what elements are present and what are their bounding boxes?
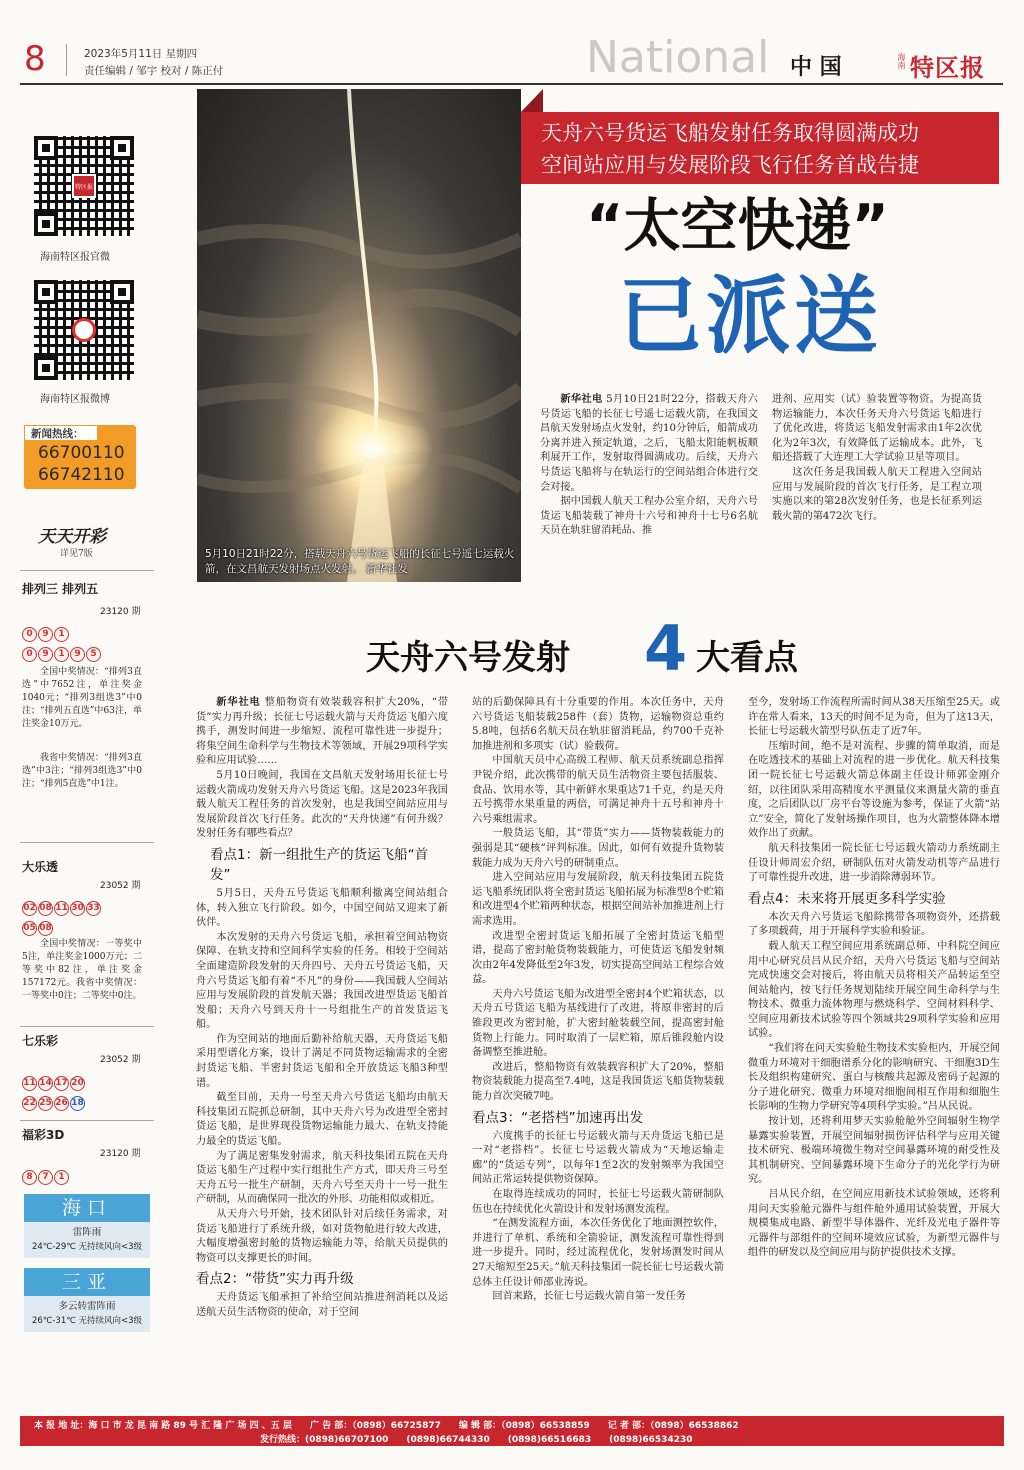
- feature-column-3: [748, 696, 1000, 1396]
- feature-headline-number: 4: [644, 612, 688, 685]
- weather-desc: 多云转雷阵雨: [58, 1301, 116, 1312]
- lottery-ball: 22: [22, 1096, 37, 1111]
- feature-paragraph: 5月5日，天舟五号货运飞船顺利撤离空间站组合体，转入独立飞行阶段。如今，中国空间站又迎来了新伙伴。: [196, 887, 448, 929]
- banner-line-1: 天舟六号货运飞船发射任务取得圆满成功: [541, 121, 919, 145]
- lottery-brand-note: 详见7版: [60, 549, 93, 559]
- hotline-number-2[interactable]: 66742110: [38, 465, 125, 485]
- feature-paragraph: 改进型全密封货运飞船拓展了全密封货运飞船型谱，提高了密封舱货物装载能力，可使货运飞船发射频次由2年4发降低至2年3发，切实提高空间站工程综合效益。: [472, 930, 724, 986]
- lottery-ball: 08: [38, 921, 53, 936]
- feature-paragraph: 吕从民介绍，在空间应用新技术试验领域，还将利用问天实验舱元器件与组件舱外通用试验装置，开展大规模集成电路、新型半导体器件、光纤及光电子器件等元器件与部组件的空间环境效应试验，为新型元器件与组件的研发以及空间应用与防护提供技术支撑。: [748, 1189, 1000, 1259]
- feature-paragraph: 回首来路，长征七号运载火箭自第一发任务: [492, 1291, 686, 1303]
- lead-paragraph: 新华社电 5月10日21时22分，搭载天舟六号货运飞船的长征七号遥七运载火箭，在我国文昌航天发射场点火发射，约10分钟后，船箭成功分离并进入预定轨道，之后，飞船太阳能帆板顺利展开工作，发射取得圆满成功。后续，天舟六号货运飞船将与在轨运行的空间站组合体进行交会对接。: [540, 394, 758, 493]
- qr1-caption: 海南特区报官微: [40, 252, 110, 263]
- footer-line-1: [34, 1418, 994, 1431]
- banner-corner: [521, 89, 543, 112]
- paper-logo: [896, 48, 1000, 82]
- section-title-cn: 中 国: [790, 54, 842, 80]
- lottery-ball: 05: [22, 921, 37, 936]
- lottery-ball: 0: [22, 647, 37, 662]
- lead-column-2: [772, 393, 982, 524]
- lottery-ball: 1: [54, 627, 69, 642]
- weather-city: 海口: [24, 1194, 150, 1222]
- feature-paragraph: 作为空间站的地面后勤补给航天器，天舟货运飞船采用型谱化方案，设计了满足不同货物运输需求的全密封货运飞船、半密封货运飞船和全开放货运飞船3种型谱。: [196, 1033, 448, 1089]
- weather-desc: 雷阵雨: [72, 1227, 102, 1238]
- feature-paragraph: 本次天舟六号货运飞船除携带各项物资外，还搭载了多项载荷，用于开展科学实验和验证。: [748, 911, 1000, 938]
- weibo-qr-code[interactable]: [34, 280, 134, 380]
- lead-paragraph: 这次任务是我国载人航天工程进入空间站应用与发展阶段的首次飞行任务，是工程立项实施以来的第28次发射任务，也是长征系列运载火箭的第472次飞行。: [772, 466, 982, 522]
- hotline-label: 新闻热线：: [24, 425, 98, 441]
- news-hotline: [24, 425, 136, 489]
- lottery-ball: 17: [54, 1076, 69, 1091]
- feature-paragraph: 按计划，还将利用梦天实验舱舱外空间辐射生物学暴露实验装置，开展空间辐射损伤评估科学与应用关键技术研究、极端环境微生物对空间暴露环境的耐受性及其机制研究、空间暴露环境下生命分子的光化学行为研究。: [748, 1116, 1000, 1186]
- pl35-note-province: 我省中奖情况：“排列3直选”中3注；“排列3组选3”中0注；“排列5直选”中1注。: [22, 753, 142, 789]
- dlt-row2: [22, 915, 54, 936]
- lottery-ball: 9: [38, 627, 53, 642]
- feature-paragraph: 载人航天工程空间应用系统副总师、中科院空间应用中心研究员吕从民介绍，天舟六号货运飞船与空间站完成快速交会对接后，将由航天员将相关产品转运至空间站舱内，按飞行任务规划陆续开展空间生命科学与生物技术、微重力流体物理与燃烧科学、空间材料科学、空间应用新技术试验等四个领域共29项科学实验和应用试验。: [748, 940, 1000, 1040]
- lottery-ball: 7: [38, 1170, 53, 1185]
- feature-paragraph: 新华社电 整船物资有效装载容积扩大20%，“带货”实力再升级；长征七号运载火箭与天舟货运飞船六度携手，测发时间进一步缩短、流程可靠性进一步提升；将集空间生命科学与生物技术等领域，开展29项科学实验和应用试验……: [196, 697, 448, 767]
- feature-paragraph: 本次发射的天舟六号货运飞船，承担着空间站物资保障、在轨支持和空间科学实验的任务。相较于空间站全面建造阶段发射的天舟四号、天舟五号货运飞船，天舟六号货运飞船有着“不凡”的身份——我国载人空间站应用与发展阶段的首发航天器；我国改进型货运飞船首发船；天舟六号到天舟十一号组批生产的首发货运飞船。: [196, 931, 448, 1031]
- lottery-ball: 25: [38, 1096, 53, 1111]
- banner-line-2: 空间站应用与发展阶段飞行任务首战告捷: [541, 153, 919, 177]
- page-number: 8: [24, 39, 46, 79]
- dateline: 新华社电: [560, 394, 603, 405]
- lottery-ball: 33: [86, 901, 101, 916]
- subhead-point-4: 看点4：未来将开展更多科学实验: [748, 890, 946, 907]
- qlc-title: 七乐彩: [22, 1034, 59, 1048]
- feature-paragraph: 一般货运飞船，其“带货”实力——货物装载能力的强弱是其“硬核”评判标准。因此，如何有效提升货物装载能力成为天舟六号的研制重点。: [472, 828, 724, 869]
- rocket-trail-graphic: [197, 89, 521, 582]
- lead-banner: [521, 112, 999, 184]
- paper-logo-name: 特区报: [910, 53, 985, 82]
- headline-delivered: 已派送: [618, 267, 883, 365]
- dlt-note: 全国中奖情况：一等奖中5注，单注奖金1000万元；二等奖中82注，单注奖金157172元。我省中奖情况：一等奖中0注；二等奖中0注。: [22, 939, 142, 1001]
- wechat-qr-code[interactable]: [34, 136, 134, 236]
- lottery-ball: 02: [22, 901, 37, 916]
- section-title-en: National: [586, 32, 770, 83]
- feature-paragraph: 天舟货运飞船承担了补给空间站推进剂消耗以及运送航天员生活物资的使命，对于空间: [196, 1292, 448, 1318]
- feature-paragraph: 进入空间站应用与发展阶段，航天科技集团五院货运飞船系统团队将全密封货运飞船拓展为标准型8个贮箱和改进型4个贮箱两种状态，根据空间站补加推进剂上行需求选用。: [472, 872, 724, 927]
- feature-column-2: [472, 696, 724, 1396]
- lottery-ball: 1: [54, 1170, 69, 1185]
- feature-headline: [180, 612, 1010, 688]
- editor-credits: 责任编辑 / 邹宇 校对 / 陈正付: [84, 65, 224, 77]
- weather-sanya: [24, 1268, 150, 1332]
- feature-headline-a: 天舟六号发射: [366, 638, 570, 678]
- footer-address: 本 报 地 址：海 口 市 龙 昆 南 路 89 号 汇 隆 广 场 四 、五 层: [34, 1421, 292, 1431]
- weather-haikou: [24, 1194, 150, 1258]
- lottery-ball: 0: [22, 627, 37, 642]
- pl35-note-national: 全国中奖情况：“排列3直选”中7652注，单注奖金1040元；“排列3组选3”中0注；“排列五直选”中63注，单注奖金10万元。: [22, 667, 142, 729]
- lottery-ball: 14: [38, 1076, 53, 1091]
- feature-paragraph: “在测发流程方面，本次任务优化了地面测控软件，并进行了单机、系统和全箭验证，测发流程可靠性得到进一步提升。同时，经过流程优化，发射场测发时间从27天缩短至25天。”航天科技集团一院长征七号运载火箭总体主任设计师邵业涛说。: [472, 1218, 724, 1288]
- footer-reporters-phone: 记 者 部：（0898）66538862: [607, 1421, 739, 1431]
- lottery-ball: 20: [70, 1076, 85, 1091]
- dlt-row1: [22, 895, 102, 916]
- footer-line-2: 发行热线：(0898)66707100 (0898)66744330 (0898)66516683 (0898)66534230: [260, 1435, 693, 1445]
- feature-paragraph: 5月10日晚间，我国在文昌航天发射场用长征七号运载火箭成功发射天舟六号货运飞船。这是2023年我国载人航天工程任务的首次发射，也是我国空间站应用与发展阶段首次飞行任务。此次的“天舟快递”有何升级？发射任务有哪些看点？: [196, 769, 448, 840]
- dlt-title: 大乐透: [22, 860, 59, 874]
- footer-editorial-phone: 编 辑 部：（0898）66538859: [458, 1421, 590, 1431]
- lottery-ball: 11: [54, 901, 69, 916]
- pl35-title: 排列三 排列五: [22, 582, 99, 596]
- subhead-point-1: 看点1：新一组批生产的货运飞船“首发”: [210, 846, 429, 883]
- weather-detail: 24℃-29℃ 无持续风向<3级: [31, 1242, 143, 1252]
- lottery-ball: 26: [54, 1096, 69, 1111]
- feature-paragraph: 在取得连续成功的同时，长征七号运载火箭研制队伍也在持续优化火箭设计和发射场测发流程。: [472, 1189, 724, 1215]
- lottery-ball: 30: [70, 901, 85, 916]
- masthead: [0, 0, 1024, 86]
- pl35-period: 23120 期: [100, 607, 141, 617]
- feature-paragraph: 天舟六号货运飞船为改进型全密封4个贮箱状态，以天舟五号货运飞船为基线进行了改进，将原非密封的后锥段更改为密封舱，扩大密封舱装载空间，提高密封舱货物上行能力。同时取消了一层贮箱，原后锥段舱内设备调整至推进舱。: [472, 988, 724, 1059]
- lead-column-1: [540, 393, 758, 539]
- qr-center-logo: 特区报: [72, 174, 96, 198]
- footer-bar: [20, 1416, 1004, 1446]
- masthead-rule: [20, 83, 1003, 85]
- fc3d-period: 23120 期: [100, 1149, 141, 1159]
- headline-express: “太空快递”: [586, 193, 889, 259]
- lottery-brand: 天天开彩: [38, 527, 106, 547]
- feature-paragraph: 航天科技集团一院长征七号运载火箭动力系统副主任设计师周宏介绍，研制队伍对火箭发动机等产品进行了可靠性提升改进，进一步消除薄弱环节。: [748, 842, 1000, 884]
- feature-paragraph: 从天舟六号开始，技术团队针对后续任务需求，对货运飞船进行了系统升级，如对货物舱进行较大改进，大幅度增强密封舱的货物运输能力等，给航天员提供的物资可以支撑更长的时间。: [196, 1209, 448, 1264]
- lottery-ball-special: 18: [70, 1096, 85, 1111]
- lottery-ball: 5: [86, 647, 101, 662]
- fc3d-title: 福彩3D: [22, 1128, 65, 1142]
- lottery-ball: 9: [70, 647, 85, 662]
- feature-paragraph: 站的后勤保障具有十分重要的作用。本次任务中，天舟六号货运飞船装载258件（套）货物，运输物资总重约5.8吨，包括6名航天员在轨驻留消耗品，约700千克补加推进剂和多项实（试）验载荷。: [472, 697, 724, 752]
- footer-ads-phone: 广 告 部：（0898）66725877: [309, 1421, 441, 1431]
- weather-info: [24, 1296, 150, 1332]
- pl35-row2: [22, 641, 102, 662]
- subhead-point-2: 看点2：“带货”实力再升级: [196, 1271, 354, 1288]
- feature-paragraph: 压缩时间，绝不是对流程、步骤的简单取消，而是在吃透技术的基础上对流程的进一步优化。航天科技集团一院长征七号运载火箭总体副主任设计师郭金刚介绍，以往团队采用高精度水平测量仪来测量火箭的垂直度，之后团队以厂房平台等设施为参考，保证了火箭“站立”安全，简化了发射场操作项目，也为火箭整体降本增效作出了贡献。: [748, 740, 1000, 840]
- subhead-point-3: 看点3：“老搭档”加速再出发: [472, 1109, 644, 1126]
- lottery-ball: 1: [54, 647, 69, 662]
- masthead-divider: [66, 44, 67, 76]
- qlc-row2: [22, 1090, 86, 1111]
- qlc-row1: [22, 1070, 86, 1091]
- paper-logo-small: 海南: [897, 53, 906, 69]
- hotline-number-1[interactable]: 66700110: [38, 443, 125, 463]
- feature-paragraph: 中国航天员中心高级工程师、航天员系统副总指挥尹锐介绍，此次携带的航天员生活物资主要包括服装、食品、饮用水等，其中新鲜水果重达71千克，约是天舟五号携带水果重量的两倍，可满足神舟十五号和神舟十六号乘组需求。: [472, 755, 724, 825]
- weather-city: 三亚: [24, 1268, 150, 1296]
- weather-detail: 26℃-31℃ 无持续风向<3级: [31, 1316, 143, 1326]
- feature-column-1: [196, 696, 448, 1396]
- feature-paragraph: 至今，发射场工作流程所需时间从38天压缩至25天。或许在常人看来，13天的时间不足为奇，但为了这13天，长征七号运载火箭型号队伍走了近7年。: [748, 697, 1000, 738]
- lottery-ball: 08: [38, 901, 53, 916]
- fc3d-row1: [22, 1164, 70, 1185]
- feature-paragraph: “我们将在问天实验舱生物技术实验柜内，开展空间微重力环境对干细胞谱系分化的影响研究、干细胞3D生长及组织构建研究、蛋白与核酸共起源及密码子起源的分子进化研究、微重力环境对细胞间相互作用和细胞生长影响的生物力学研究等4项科学实验。”吕从民说。: [748, 1043, 1000, 1113]
- pl35-row1: [22, 621, 70, 642]
- qlc-period: 23052 期: [100, 1055, 141, 1065]
- issue-date: 2023年5月11日 星期四: [84, 48, 198, 60]
- weibo-icon: [72, 318, 96, 342]
- dateline: 新华社电: [216, 697, 261, 708]
- qr2-caption: 海南特区报微博: [40, 394, 110, 405]
- lead-paragraph: 据中国载人航天工程办公室介绍，天舟六号货运飞船装载了神舟十六号和神舟十七号6名航天员在轨驻留消耗品、推: [540, 496, 758, 537]
- feature-paragraph: 改进后，整船物资有效装载容积扩大了20%，整船物资装载能力提高至7.4吨，这是我国货运飞船货物装载能力首次突破7吨。: [472, 1061, 724, 1103]
- launch-photo: [197, 89, 521, 582]
- feature-headline-b: 大看点: [696, 638, 798, 678]
- photo-caption: 5月10日21时22分，搭载天舟六号货运飞船的长征七号遥七运载火箭，在文昌航天发射场点火发射。 新华社发: [205, 548, 515, 575]
- feature-paragraph: 截至目前，天舟一号至天舟六号货运飞船均由航天科技集团五院抓总研制，其中天舟六号为改进型全密封货运飞船，是世界现役货物运输能力最大、在轨支持能力最全的货运飞船。: [196, 1092, 448, 1148]
- sidebar: [20, 90, 160, 1415]
- lottery-ball: 9: [38, 647, 53, 662]
- feature-paragraph: 为了满足密集发射需求，航天科技集团五院在天舟货运飞船生产过程中实行组批生产方式，即天舟三号至天舟五号一批生产研制，天舟六号至天舟十一号一批生产研制，从而确保同一批次的外形、功能相似或相近。: [196, 1150, 448, 1206]
- lottery-ball: 11: [22, 1076, 37, 1091]
- lottery-ball: 8: [22, 1170, 37, 1185]
- lead-paragraph: 进剂、应用实（试）验装置等物资。为提高货物运输能力，本次任务天舟六号货运飞船进行了优化改进，将货运飞船发射需求由1年2次优化为2年3次，有效降低了运输成本。此外，飞船还搭载了大连理工大学试验卫星等项目。: [772, 394, 982, 464]
- dlt-period: 23052 期: [100, 881, 141, 891]
- feature-paragraph: 六度携手的长征七号运载火箭与天舟货运飞船已是一对“老搭档”。长征七号运载火箭成为“天地运输走廊”的“货运专列”，以每年1至2次的发射频率为我国空间站正常运转提供物资保障。: [472, 1130, 724, 1186]
- weather-info: [24, 1222, 150, 1258]
